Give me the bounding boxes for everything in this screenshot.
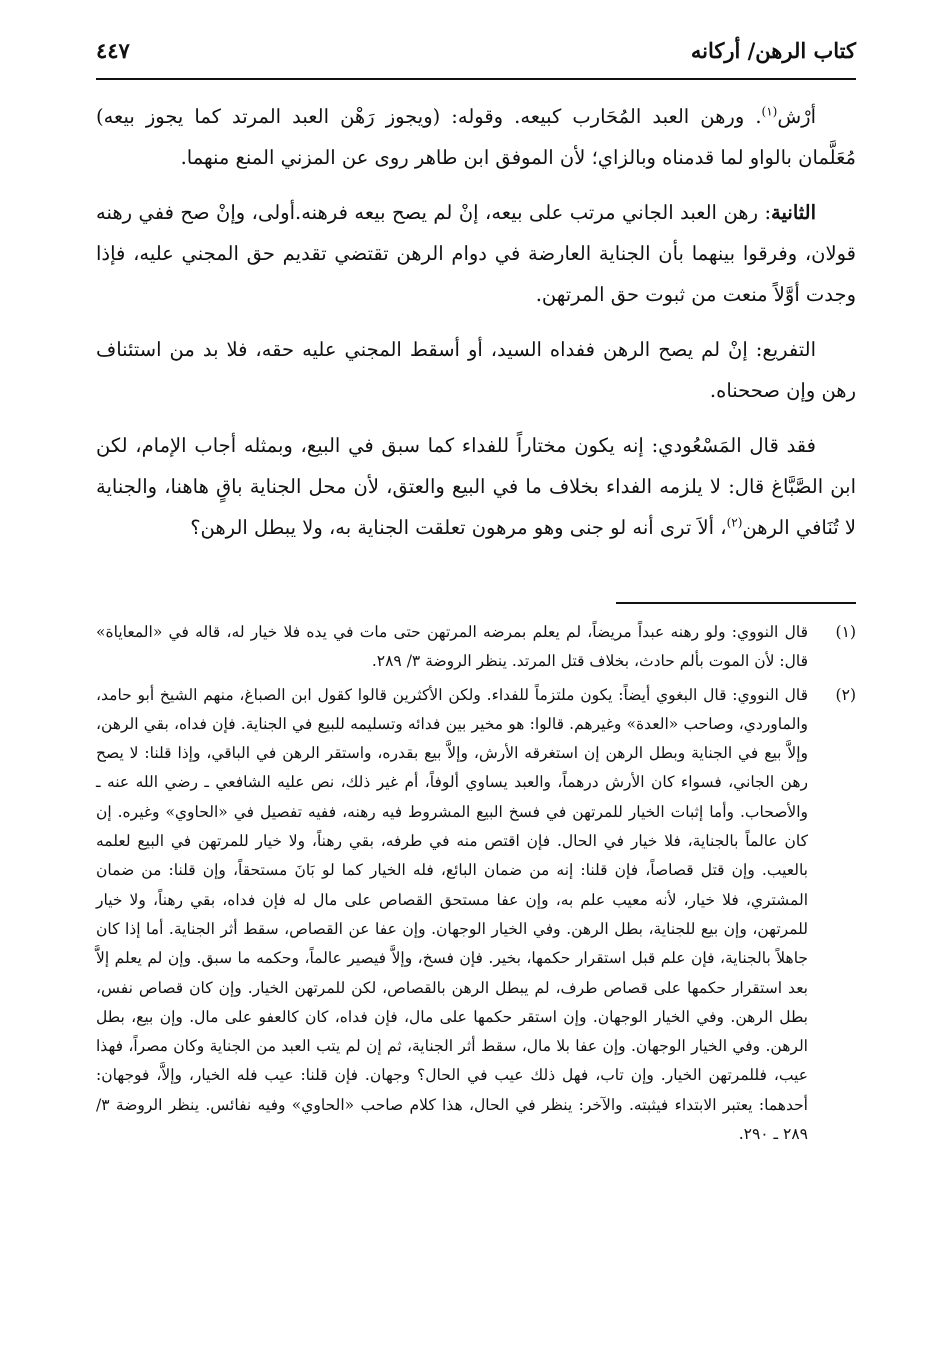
paragraph-3-text: التفريع: إنْ لم يصح الرهن ففداه السيد، أو أسقط المجني عليه حقه، فلا بد من استئناف رهن وإن صححناه. xyxy=(96,338,856,402)
paragraph-4 xyxy=(96,425,856,548)
paragraph-4-start: فقد قال المَسْعُودي: إنه يكون مختاراً للفداء كما سبق في البيع، وبمثله أجاب الإمام، لكن ابن الصَّبَّاغ قال: لا يلزمه الفداء بخلاف ما في البيع والعتق، لأن محل الجناية باقٍ هاهنا، والجناية لا تُنَافي الرهن xyxy=(96,434,856,539)
paragraph-2-text: : رهن العبد الجاني مرتب على بيعه، إنْ لم يصح بيعه فرهنه.أولى، وإنْ صح ففي رهنه قولان، وفرقوا بينهما بأن الجناية العارضة في دوام الرهن تقتضي تقديم حق المجني عليه، فإذا وجدت أوَّلاً منعت من ثبوت حق المرتهن. xyxy=(96,201,856,306)
page-number: ٤٤٧ xyxy=(96,38,130,63)
footnote-2 xyxy=(96,681,856,1150)
header-divider xyxy=(96,78,856,80)
footnote-2-text: قال النووي: قال البغوي أيضاً: يكون ملتزماً للفداء. ولكن الأكثرين قالوا كقول ابن الصباغ، منهم الشيخ أبو حامد، والماوردي، وصاحب «العدة» وغيرهم. قالوا: هو مخير بين فدائه وتسليمه للبيع في الجناية. فإن فداه، بقي الرهن، وإلاَّ بيع في الجناية وبطل الرهن إن استغرقه الأرش، وإلاَّ بيع بقدره، واستقر الرهن في الباقي، وإذا قلنا: لا يصح رهن الجاني، فسواء كان الأرش درهماً، والعبد يساوي ألوفاً، أم غير ذلك، نص عليه الشافعي ـ رضي الله عنه ـ والأصحاب. وأما إثبات الخيار للمرتهن في فسخ البيع المشروط فيه رهنه، ففيه تفصيل في «الحاوي» وغيره. إن كان عالماً بالجناية، فلا خيار في الحال. فإن اقتص منه في طرفه، بقي رهناً، ولا خيار للمرتهن في البيع لعلمه بالعيب. وإن قتل قصاصاً، فإن قلنا: إنه من ضمان البائع، فله الخيار كما لو بَانَ مستحقاً، وإن قلنا: من ضمان المشتري، فلا خيار، لأنه معيب علم به، وإن عفا مستحق القصاص على مال له فإن فداه، بقي رهناً، ولا خيار للمرتهن، وإن بيع للجناية، بطل الرهن. وفي الخيار الوجهان. وإن عفا عن القصاص، سقط أثر الجناية. أما إذا كان جاهلاً بالجناية، فإن علم قبل استقرار حكمها، بخير. فإن فسخ، وإلاَّ فيصير عالماً، وحكمه ما سبق. وإن لم يعلم إلاَّ بعد استقرار حكمها على قصاص طرف، لم يبطل الرهن بالقصاص، لكن للمرتهن الخيار. وإن كان قصاص نفس، بطل الرهن. وفي الخيار الوجهان. وإن استقر حكمها على مال، فإن فداه، كان كالعفو على مال. وإن بيع، بطل الرهن. وفي الخيار الوجهان. وإن عفا بلا مال، سقط أثر الجناية، ثم إن لم يتب العبد من الجناية وكان مصراً، فهذا عيب، فللمرتهن الخيار. وإن تاب، فهل ذلك عيب في الحال؟ وجهان. فإن قلنا: عيب فله الخيار، وإلاَّ، فوجهان: أحدهما: يعتبر الابتداء فيثبته. والآخر: ينظر في الحال، هذا كلام صاحب «الحاوي» وفيه نفائس. ينظر الروضة ٣/ ٢٨٩ ـ ٢٩٠. xyxy=(96,685,808,1144)
paragraph-1-start: أرْش xyxy=(777,105,816,128)
paragraph-1 xyxy=(96,96,856,178)
paragraph-2-lead: الثانية xyxy=(771,201,816,224)
footnote-1-number: (١) xyxy=(835,623,856,641)
paragraph-1-rest: . ورهن العبد المُحَارب كبيعه. وقوله: (ويجوز رَهْن العبد المرتد كما يجوز بيعه) مُعَلَّمان بالواو لما قدمناه وبالزاي؛ لأن الموفق ابن طاهر روى عن المزني المنع منهما. xyxy=(96,105,856,169)
footnote-ref-2[interactable]: (٢) xyxy=(726,515,743,530)
footnote-divider xyxy=(616,602,856,604)
footnote-ref-1[interactable]: (١) xyxy=(761,104,778,119)
chapter-title: كتاب الرهن/ أركانه xyxy=(690,38,856,63)
footnote-1 xyxy=(96,618,856,677)
footnote-1-text: قال النووي: ولو رهنه عبداً مريضاً، لم يعلم بمرضه المرتهن حتى مات في يده فلا خيار له، قاله في «المعاياة» قال: لأن الموت بألم حادث، بخلاف قتل المرتد. ينظر الروضة ٣/ ٢٨٩. xyxy=(96,623,808,671)
main-text xyxy=(96,96,856,562)
paragraph-2 xyxy=(96,192,856,315)
running-header xyxy=(96,34,856,74)
paragraph-3 xyxy=(96,329,856,411)
paragraph-4-rest: ، ألاَ ترى أنه لو جنى وهو مرهون تعلقت الجناية به، ولا يبطل الرهن؟ xyxy=(190,516,727,539)
footnotes xyxy=(96,618,856,1153)
footnote-2-number: (٢) xyxy=(835,685,856,704)
